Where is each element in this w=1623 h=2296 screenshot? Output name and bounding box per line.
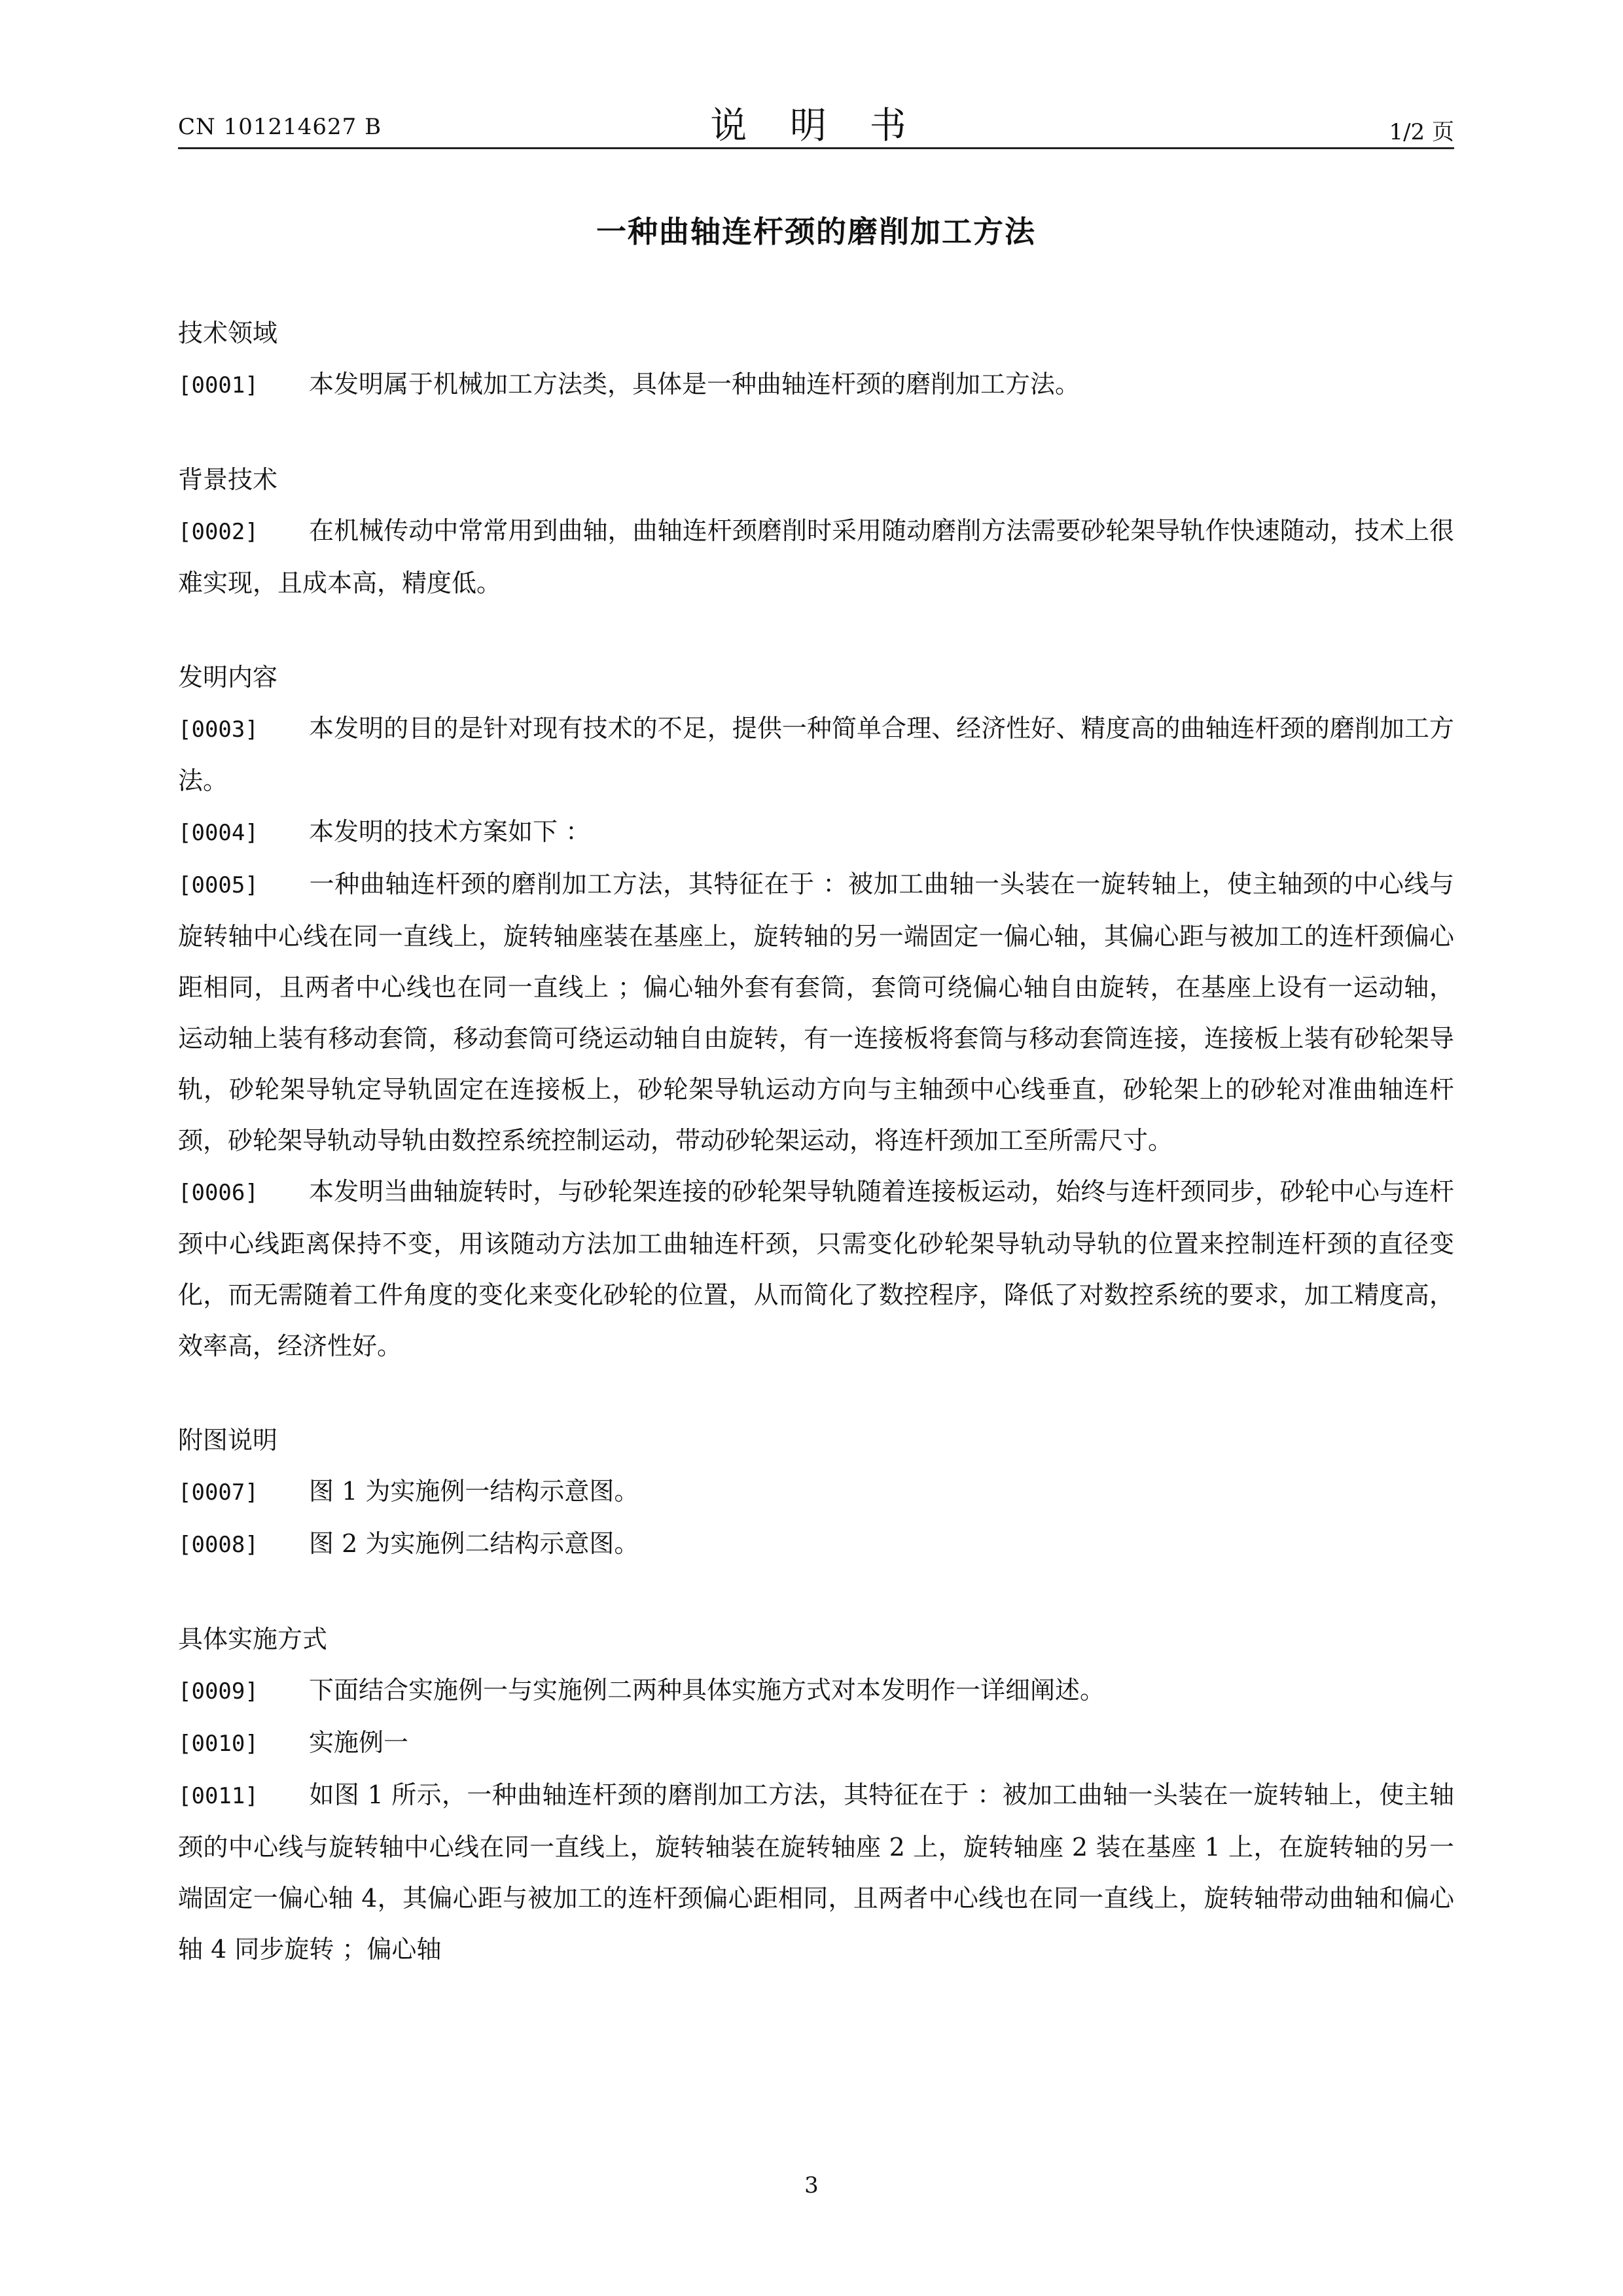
- paragraph-text: 本发明的技术方案如下 ：: [309, 817, 591, 846]
- paragraph-number: [0011]: [178, 1783, 259, 1809]
- paragraph: [178, 1665, 1454, 1717]
- paragraph: [178, 806, 1454, 858]
- paragraph-number: [0006]: [178, 1180, 259, 1206]
- paragraph-number: [0005]: [178, 872, 259, 898]
- paragraph-text: 本发明的目的是针对现有技术的不足，提供一种简单合理、经济性好、精度高的曲轴连杆颈的磨削加工方法。: [178, 714, 1454, 795]
- document-type: 说 明 书: [710, 105, 922, 147]
- header-rule: [178, 147, 1454, 149]
- page-indicator: 1/2 页: [1389, 119, 1454, 145]
- paragraph: [178, 1717, 1454, 1769]
- section-heading: 发明内容: [178, 663, 278, 692]
- paragraph-text: 本发明当曲轴旋转时，与砂轮架连接的砂轮架导轨随着连接板运动，始终与连杆颈同步，砂轮中心与连杆颈中心线距离保持不变，用该随动方法加工曲轴连杆颈，只需变化砂轮架导轨动导轨的位置来控制连杆颈的直径变化，而无需随着工件角度的变化来变化砂轮的位置，从而简化了数控程序，降低了对数控系统的要求，加工精度高，效率高，经济性好。: [178, 1177, 1454, 1360]
- page-header: [178, 92, 1454, 147]
- paragraph-text: 图 2 为实施例二结构示意图。: [309, 1529, 639, 1558]
- paragraph-number: [0007]: [178, 1479, 259, 1506]
- paragraph: [178, 1769, 1454, 1975]
- document-body: [178, 308, 1454, 2018]
- paragraph-text: 本发明属于机械加工方法类，具体是一种曲轴连杆颈的磨削加工方法。: [309, 370, 1080, 398]
- section-technical-field: [178, 308, 1454, 411]
- paragraph-text: 在机械传动中常常用到曲轴，曲轴连杆颈磨削时采用随动磨削方法需要砂轮架导轨作快速随动，技术上很难实现，且成本高，精度低。: [178, 516, 1454, 597]
- paragraph-number: [0004]: [178, 820, 259, 846]
- paragraph-number: [0009]: [178, 1678, 259, 1704]
- paragraph-text: 实施例一: [309, 1728, 409, 1757]
- paragraph: [178, 505, 1454, 609]
- paragraph-number: [0001]: [178, 372, 259, 398]
- paragraph-number: [0002]: [178, 519, 259, 545]
- paragraph-text: 下面结合实施例一与实施例二两种具体实施方式对本发明作一详细阐述。: [309, 1676, 1105, 1704]
- paragraph-text: 图 1 为实施例一结构示意图。: [309, 1477, 639, 1506]
- page-number: 3: [804, 2172, 819, 2199]
- paragraph: [178, 703, 1454, 806]
- section-drawings: [178, 1415, 1454, 1570]
- paragraph-number: [0003]: [178, 716, 259, 743]
- document-title: 一种曲轴连杆颈的磨削加工方法: [596, 214, 1036, 249]
- paragraph-text: 如图 1 所示，一种曲轴连杆颈的磨削加工方法，其特征在于 ：被加工曲轴一头装在一旋转轴上，使主轴颈的中心线与旋转轴中心线在同一直线上，旋转轴装在旋转轴座 2 上，旋转轴座 2 装在基座 1 上，在旋转轴的另一端固定一偏心轴 4，其偏心距与被加工的连杆颈偏心距相同，且两者中心线也在同一直线上，旋转轴带动曲轴和偏心轴 4 同步旋转 ；偏心轴: [178, 1780, 1454, 1964]
- section-background: [178, 454, 1454, 609]
- section-embodiments: [178, 1614, 1454, 1975]
- section-heading: 背景技术: [178, 465, 278, 494]
- paragraph: [178, 858, 1454, 1166]
- section-heading: 附图说明: [178, 1426, 278, 1455]
- paragraph: [178, 1518, 1454, 1570]
- paragraph: [178, 359, 1454, 411]
- document-number: CN 101214627 B: [178, 114, 382, 140]
- paragraph-text: 一种曲轴连杆颈的磨削加工方法，其特征在于 ：被加工曲轴一头装在一旋转轴上，使主轴颈的中心线与旋转轴中心线在同一直线上，旋转轴座装在基座上，旋转轴的另一端固定一偏心轴，其偏心距与被加工的连杆颈偏心距相同，且两者中心线也在同一直线上 ；偏心轴外套有套筒，套筒可绕偏心轴自由旋转，在基座上设有一运动轴，运动轴上装有移动套筒，移动套筒可绕运动轴自由旋转，有一连接板将套筒与移动套筒连接，连接板上装有砂轮架导轨，砂轮架导轨定导轨固定在连接板上，砂轮架导轨运动方向与主轴颈中心线垂直，砂轮架上的砂轮对准曲轴连杆颈，砂轮架导轨动导轨由数控系统控制运动，带动砂轮架运动，将连杆颈加工至所需尺寸。: [178, 870, 1454, 1155]
- section-summary: [178, 652, 1454, 1371]
- paragraph-number: [0008]: [178, 1532, 259, 1558]
- paragraph: [178, 1166, 1454, 1371]
- paragraph: [178, 1466, 1454, 1518]
- paragraph-number: [0010]: [178, 1731, 259, 1757]
- section-heading: 具体实施方式: [178, 1625, 328, 1653]
- section-heading: 技术领域: [178, 319, 278, 347]
